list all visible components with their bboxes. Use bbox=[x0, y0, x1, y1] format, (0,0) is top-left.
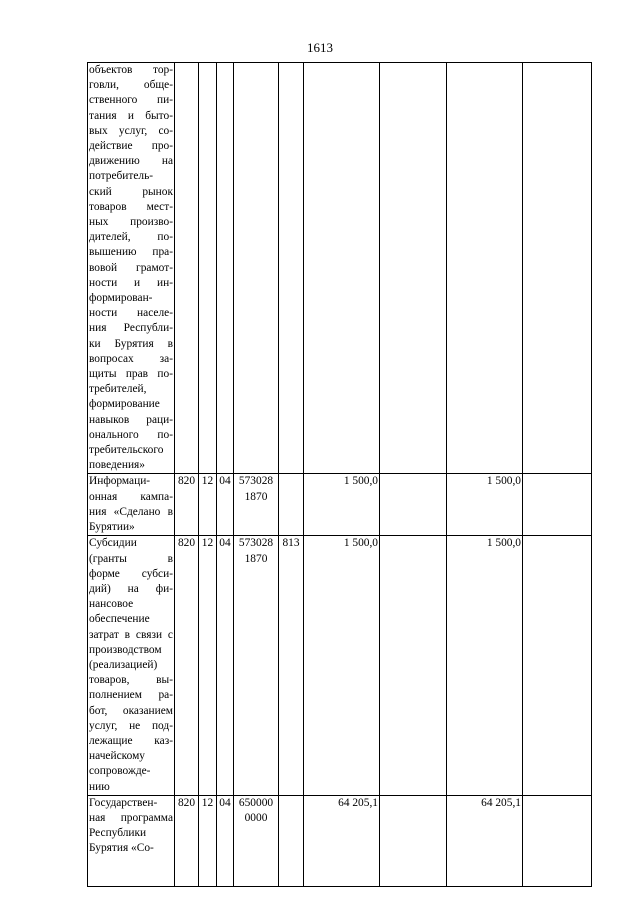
row-name-line: Бурятия «Со- bbox=[89, 842, 154, 855]
sum-republic-cell: 64 205,1 bbox=[447, 795, 523, 886]
row-name-line: требителей, bbox=[89, 383, 147, 396]
row-name-line: действие про- bbox=[89, 140, 173, 153]
subsection-code-cell: 04 bbox=[217, 795, 234, 886]
row-name-line: нансовое bbox=[89, 598, 134, 611]
sum-federal-cell bbox=[380, 474, 447, 536]
target-article-line: 1870 bbox=[244, 490, 268, 503]
row-name-line: начейскому bbox=[89, 750, 145, 763]
row-name-line: ки Бурятия в bbox=[89, 337, 173, 350]
section-code-cell: 12 bbox=[199, 536, 217, 795]
target-article-line: 650000 bbox=[238, 796, 274, 809]
sum-other-cell bbox=[523, 795, 592, 886]
subsection-code-cell: 04 bbox=[217, 474, 234, 536]
row-name-line: движению на bbox=[89, 155, 173, 168]
ministry-code-cell: 820 bbox=[175, 795, 199, 886]
row-name-line: формирование bbox=[89, 398, 160, 411]
row-name-line: (гранты в bbox=[89, 552, 173, 565]
row-name-line: товаров, вы- bbox=[89, 674, 173, 687]
target-article-line: 573028 bbox=[238, 537, 274, 550]
sum-other-cell bbox=[523, 63, 592, 474]
row-name-line: Бурятии» bbox=[89, 521, 135, 534]
row-name-line: потребитель- bbox=[89, 170, 154, 183]
row-name-line: нию bbox=[89, 780, 110, 793]
sum-federal-cell bbox=[380, 536, 447, 795]
row-name-line: Субсидии bbox=[89, 537, 137, 550]
row-name-line: тания и быто- bbox=[89, 109, 173, 122]
row-name-cell bbox=[88, 63, 175, 474]
row-name-line: ния Республи- bbox=[89, 322, 173, 335]
sum-republic-cell: 1 500,0 bbox=[447, 536, 523, 795]
target-article-line: 0000 bbox=[244, 811, 268, 824]
sum-total-cell: 1 500,0 bbox=[304, 474, 380, 536]
row-name-cell bbox=[88, 474, 175, 536]
row-name-line: вовой грамот- bbox=[89, 261, 173, 274]
row-name-line: вопросах за- bbox=[89, 352, 173, 365]
target-article-line: 1870 bbox=[244, 552, 268, 565]
table-row bbox=[88, 474, 592, 536]
row-name-line: объектов тор- bbox=[89, 64, 173, 76]
row-name-line: онная кампа- bbox=[89, 490, 173, 503]
expense-type-cell bbox=[279, 63, 304, 474]
row-name-line: вышению пра- bbox=[89, 246, 173, 259]
row-name-line: ности населе- bbox=[89, 307, 173, 320]
row-name-line: ский рынок bbox=[89, 185, 173, 198]
row-name-line: ственного пи- bbox=[89, 94, 173, 107]
row-name-line: вых услуг, со- bbox=[89, 124, 173, 137]
row-name-line: обеспечение bbox=[89, 613, 150, 626]
row-name-line: Информаци- bbox=[89, 475, 151, 488]
sum-federal-cell bbox=[380, 63, 447, 474]
subsection-code-cell bbox=[217, 63, 234, 474]
table-row bbox=[88, 795, 592, 886]
expense-type-cell bbox=[279, 474, 304, 536]
row-name-line: навыков раци- bbox=[89, 413, 173, 426]
row-name-line: Республики bbox=[89, 827, 147, 840]
table-body bbox=[88, 63, 592, 887]
expense-type-cell: 813 bbox=[279, 536, 304, 795]
row-name-line: лежащие каз- bbox=[89, 734, 173, 747]
row-name-line: ных произво- bbox=[89, 216, 173, 229]
row-name-line: дий) на фи- bbox=[89, 582, 173, 595]
sum-total-cell: 64 205,1 bbox=[304, 795, 380, 886]
budget-table bbox=[87, 62, 592, 887]
target-article-cell bbox=[234, 63, 279, 474]
row-name-line: онального по- bbox=[89, 428, 173, 441]
row-name-line: бот, оказанием bbox=[89, 704, 173, 717]
row-name-line: требительского bbox=[89, 444, 164, 457]
ministry-code-cell: 820 bbox=[175, 536, 199, 795]
target-article-cell bbox=[234, 795, 279, 886]
target-article-line: 573028 bbox=[238, 475, 274, 488]
row-name-line: поведения» bbox=[89, 459, 145, 472]
row-name-line: полнением ра- bbox=[89, 689, 173, 702]
row-name-line: услуг, не под- bbox=[89, 719, 173, 732]
row-name-line: говли, обще- bbox=[89, 79, 173, 92]
sum-total-cell: 1 500,0 bbox=[304, 536, 380, 795]
ministry-code-cell bbox=[175, 63, 199, 474]
page-number: 1613 bbox=[307, 40, 333, 55]
table-row bbox=[88, 63, 592, 474]
target-article-cell bbox=[234, 474, 279, 536]
sum-total-cell bbox=[304, 63, 380, 474]
section-code-cell: 12 bbox=[199, 474, 217, 536]
row-name-line: производством bbox=[89, 643, 162, 656]
sum-other-cell bbox=[523, 536, 592, 795]
target-article-cell bbox=[234, 536, 279, 795]
row-name-line: ния «Сделано в bbox=[89, 505, 173, 518]
subsection-code-cell: 04 bbox=[217, 536, 234, 795]
row-name-cell bbox=[88, 536, 175, 795]
row-name-line: формирован- bbox=[89, 292, 153, 305]
ministry-code-cell: 820 bbox=[175, 474, 199, 536]
row-name-line: Государствен- bbox=[89, 796, 158, 809]
row-name-line: ности и ин- bbox=[89, 276, 173, 289]
sum-federal-cell bbox=[380, 795, 447, 886]
section-code-cell bbox=[199, 63, 217, 474]
table-row bbox=[88, 536, 592, 795]
row-name-line: форме субси- bbox=[89, 567, 173, 580]
section-code-cell: 12 bbox=[199, 795, 217, 886]
row-name-line: затрат в связи с bbox=[89, 628, 173, 641]
sum-republic-cell bbox=[447, 63, 523, 474]
row-name-line: сопровожде- bbox=[89, 765, 151, 778]
row-name-line: ная программа bbox=[89, 811, 173, 824]
row-name-line: (реализацией) bbox=[89, 658, 158, 671]
expense-type-cell bbox=[279, 795, 304, 886]
sum-republic-cell: 1 500,0 bbox=[447, 474, 523, 536]
row-name-line: дителей, по- bbox=[89, 231, 173, 244]
sum-other-cell bbox=[523, 474, 592, 536]
row-name-line: щиты прав по- bbox=[89, 368, 173, 381]
row-name-line: товаров мест- bbox=[89, 200, 173, 213]
row-name-cell bbox=[88, 795, 175, 886]
